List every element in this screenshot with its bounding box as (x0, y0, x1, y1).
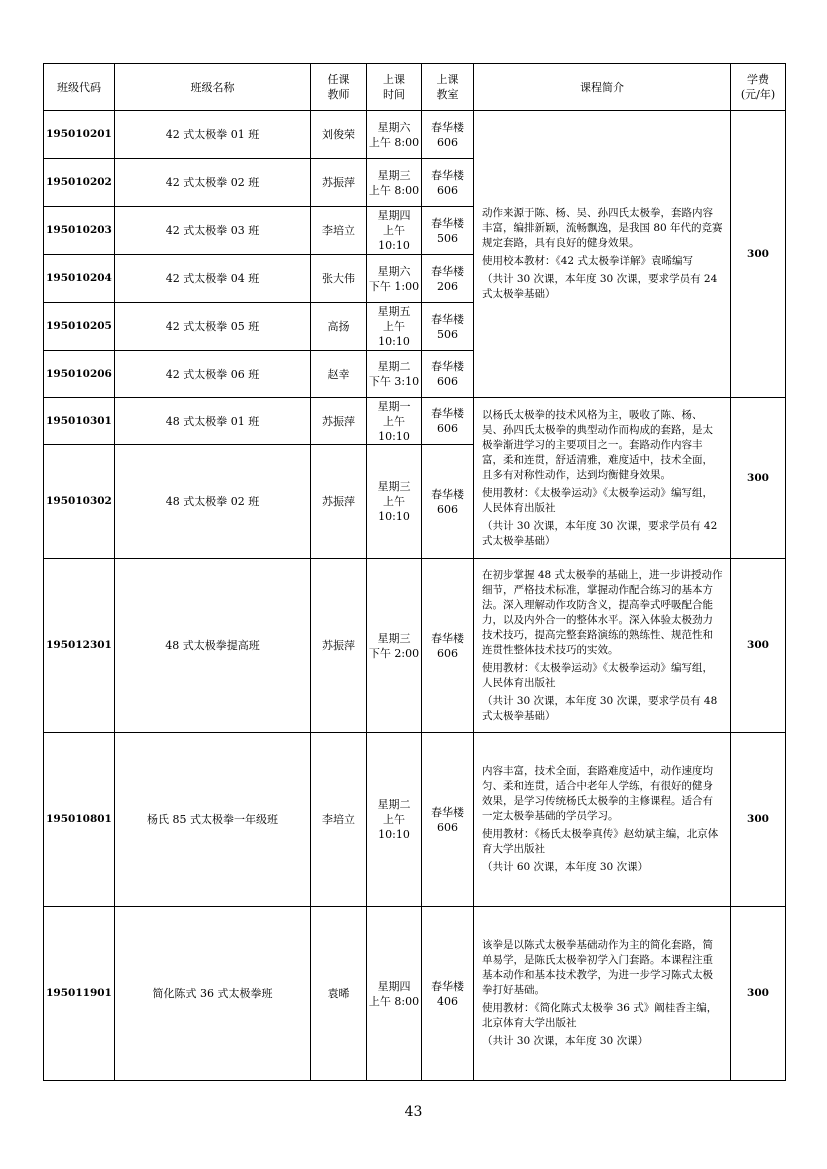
course-description (474, 907, 731, 1081)
course-intro: 该拳是以陈式太极拳基础动作为主的简化套路，简单易学，是陈氏太极拳初学入门套路。本课程注重基本动作和基本技术教学，为进一步学习陈式太极拳打好基础。 (482, 939, 713, 996)
classroom (422, 445, 474, 559)
class-name: 48 式太极拳提高班 (115, 559, 311, 733)
tuition-fee: 300 (731, 907, 786, 1081)
class-hour: 上午 8:00 (368, 183, 420, 197)
course-count: （共计 30 次课，本年度 30 次课，要求学员有 24 式太极拳基础） (482, 273, 718, 300)
class-time (367, 907, 422, 1081)
header-room-line2: 教室 (436, 88, 459, 101)
class-day: 星期三 (377, 480, 411, 493)
table-row (44, 733, 786, 907)
tuition-fee: 300 (731, 398, 786, 559)
course-intro: 在初步掌握 48 式太极拳的基础上，进一步讲授动作细节，严格技术标准，掌握动作配合练习的基本方法。深入理解动作攻防含义，提高拳式呼吸配合能力，以及内外合一的整体水平。深入体验太极劲力技术技巧，提高完整套路演练的熟练性、规范性和连贯性整体技术技巧的实效。 (482, 568, 723, 656)
teacher-name: 刘俊荣 (311, 111, 367, 159)
header-time-line2: 时间 (383, 88, 405, 101)
classroom-building: 春华楼 (431, 631, 464, 645)
class-code: 195010202 (44, 159, 115, 207)
class-name: 42 式太极拳 02 班 (115, 159, 311, 207)
classroom (422, 398, 474, 445)
class-hour: 上午 8:00 (368, 135, 420, 149)
class-day: 星期四 (377, 209, 411, 222)
class-code: 195010206 (44, 351, 115, 398)
classroom-number: 606 (437, 135, 458, 149)
course-material: 使用教材：《杨氏太极拳真传》赵幼斌主编，北京体育大学出版社 (482, 828, 719, 855)
class-code: 195010205 (44, 303, 115, 351)
classroom-building: 春华楼 (431, 407, 464, 420)
header-fee (731, 64, 786, 111)
class-hour: 上午 10:10 (378, 414, 410, 443)
table-row (44, 111, 786, 159)
class-code: 195010801 (44, 733, 115, 907)
class-time (367, 111, 422, 159)
course-description (474, 733, 731, 907)
classroom-building: 春华楼 (431, 805, 464, 819)
teacher-name: 苏振萍 (311, 159, 367, 207)
header-code: 班级代码 (44, 64, 115, 111)
class-name: 42 式太极拳 01 班 (115, 111, 311, 159)
classroom-number: 606 (437, 375, 458, 388)
class-day: 星期四 (377, 979, 411, 993)
class-hour: 上午 8:00 (368, 994, 420, 1008)
classroom (422, 111, 474, 159)
class-time (367, 559, 422, 733)
table-body (44, 111, 786, 1081)
classroom-number: 206 (437, 279, 458, 293)
header-fee-line1: 学费 (747, 73, 769, 86)
class-time (367, 733, 422, 907)
class-code: 195010203 (44, 207, 115, 255)
class-day: 星期五 (377, 305, 411, 318)
page-number: 43 (404, 1104, 423, 1120)
class-time (367, 159, 422, 207)
teacher-name: 张大伟 (311, 255, 367, 303)
table-header-row (44, 64, 786, 111)
classroom-number: 606 (437, 422, 458, 435)
class-name: 杨氏 85 式太极拳一年级班 (115, 733, 311, 907)
header-time-line1: 上课 (383, 73, 405, 86)
classroom-building: 春华楼 (431, 216, 464, 230)
classroom (422, 733, 474, 907)
classroom-building: 春华楼 (431, 120, 464, 134)
class-day: 星期三 (377, 168, 411, 182)
classroom-building: 春华楼 (431, 487, 464, 501)
header-teacher-line2: 教师 (327, 88, 350, 101)
class-code: 195010201 (44, 111, 115, 159)
course-count: （共计 30 次课，本年度 30 次课，要求学员有 48 式太极拳基础） (482, 694, 718, 722)
classroom (422, 159, 474, 207)
header-room (422, 64, 474, 111)
class-hour: 上午 10:10 (378, 320, 410, 348)
teacher-name: 苏振萍 (311, 559, 367, 733)
classroom-number: 506 (437, 231, 458, 245)
class-code: 195010204 (44, 255, 115, 303)
classroom-number: 506 (437, 327, 458, 341)
course-count: （共计 30 次课，本年度 30 次课，要求学员有 42 式太极拳基础） (482, 519, 718, 547)
class-code: 195010302 (44, 445, 115, 559)
course-description (474, 398, 731, 559)
course-material: 使用教材：《简化陈式太极拳 36 式》阚桂香主编，北京体育大学出版社 (482, 1002, 718, 1029)
classroom-building: 春华楼 (431, 360, 464, 373)
class-name: 48 式太极拳 01 班 (115, 398, 311, 445)
header-teacher (311, 64, 367, 111)
class-name: 42 式太极拳 05 班 (115, 303, 311, 351)
class-name: 48 式太极拳 02 班 (115, 445, 311, 559)
class-hour: 上午 10:10 (378, 224, 410, 252)
teacher-name: 苏振萍 (311, 398, 367, 445)
course-intro: 内容丰富，技术全面，套路难度适中，动作速度均匀、柔和连贯，适合中老年人学练，有很好的健身效果，是学习传统杨氏太极拳的主修课程。适合有一定太极拳基础的学员学习。 (482, 765, 713, 822)
course-description (474, 559, 731, 733)
class-name: 42 式太极拳 04 班 (115, 255, 311, 303)
header-name: 班级名称 (115, 64, 311, 111)
class-name: 简化陈式 36 式太极拳班 (115, 907, 311, 1081)
classroom-building: 春华楼 (431, 168, 464, 182)
class-time (367, 207, 422, 255)
teacher-name: 高扬 (311, 303, 367, 351)
class-code: 195011901 (44, 907, 115, 1081)
tuition-fee: 300 (731, 733, 786, 907)
class-day: 星期一 (377, 399, 411, 413)
header-fee-line2: (元/年) (740, 88, 776, 101)
class-day: 星期二 (377, 798, 411, 811)
course-material: 使用校本教材：《42 式太极拳详解》袁晞编写 (482, 255, 693, 267)
tuition-fee: 300 (731, 559, 786, 733)
teacher-name: 李培立 (311, 207, 367, 255)
table-row (44, 559, 786, 733)
course-count: （共计 30 次课，本年度 30 次课） (482, 1035, 649, 1047)
class-hour: 下午 2:00 (368, 646, 420, 660)
class-code: 195010301 (44, 398, 115, 445)
class-time (367, 303, 422, 351)
class-hour: 下午 1:00 (368, 279, 420, 293)
course-material: 使用教材：《太极拳运动》《太极拳运动》编写组，人民体育出版社 (482, 661, 713, 689)
classroom-building: 春华楼 (431, 264, 464, 278)
class-time (367, 351, 422, 398)
classroom-number: 606 (437, 820, 458, 834)
teacher-name: 袁晞 (311, 907, 367, 1081)
teacher-name: 苏振萍 (311, 445, 367, 559)
class-time (367, 398, 422, 445)
class-time (367, 445, 422, 559)
table-row (44, 907, 786, 1081)
tuition-fee: 300 (731, 111, 786, 398)
classroom (422, 907, 474, 1081)
table-row (44, 398, 786, 445)
course-material: 使用教材：《太极拳运动》《太极拳运动》编写组，人民体育出版社 (482, 486, 713, 514)
classroom (422, 255, 474, 303)
teacher-name: 李培立 (311, 733, 367, 907)
course-table (43, 63, 786, 1081)
header-room-line1: 上课 (436, 73, 459, 86)
class-day: 星期六 (377, 264, 411, 278)
class-day: 星期三 (377, 631, 411, 645)
classroom (422, 351, 474, 398)
classroom (422, 559, 474, 733)
teacher-name: 赵幸 (311, 351, 367, 398)
header-teacher-line1: 任课 (327, 73, 350, 86)
header-time (367, 64, 422, 111)
class-hour: 上午 10:10 (378, 495, 410, 523)
course-intro: 动作来源于陈、杨、吴、孙四氏太极拳，套路内容丰富，编排新颖，流畅飘逸，是我国 80 年代的竞赛规定套路，具有良好的健身效果。 (482, 207, 723, 249)
course-intro: 以杨氏太极拳的技术风格为主，吸收了陈、杨、吴、孙四氏太极拳的典型动作而构成的套路，是太极拳渐进学习的主要项目之一。套路动作内容丰富，柔和连贯，舒适清雅，难度适中，技术全面，且多有对称性动作，达到均衡健身效果。 (482, 408, 713, 481)
classroom-building: 春华楼 (431, 312, 464, 326)
class-hour: 上午 10:10 (378, 813, 410, 841)
class-hour: 下午 3:10 (368, 375, 420, 388)
class-time (367, 255, 422, 303)
classroom-number: 606 (437, 646, 458, 660)
header-intro: 课程简介 (474, 64, 731, 111)
course-description (474, 111, 731, 398)
class-name: 42 式太极拳 03 班 (115, 207, 311, 255)
class-day: 星期六 (377, 120, 411, 134)
classroom (422, 207, 474, 255)
classroom-number: 606 (437, 502, 458, 516)
classroom-number: 606 (437, 183, 458, 197)
class-name: 42 式太极拳 06 班 (115, 351, 311, 398)
course-count: （共计 60 次课，本年度 30 次课） (482, 861, 649, 873)
classroom-number: 406 (437, 994, 458, 1008)
classroom-building: 春华楼 (431, 979, 464, 993)
class-code: 195012301 (44, 559, 115, 733)
class-day: 星期二 (377, 360, 411, 373)
classroom (422, 303, 474, 351)
